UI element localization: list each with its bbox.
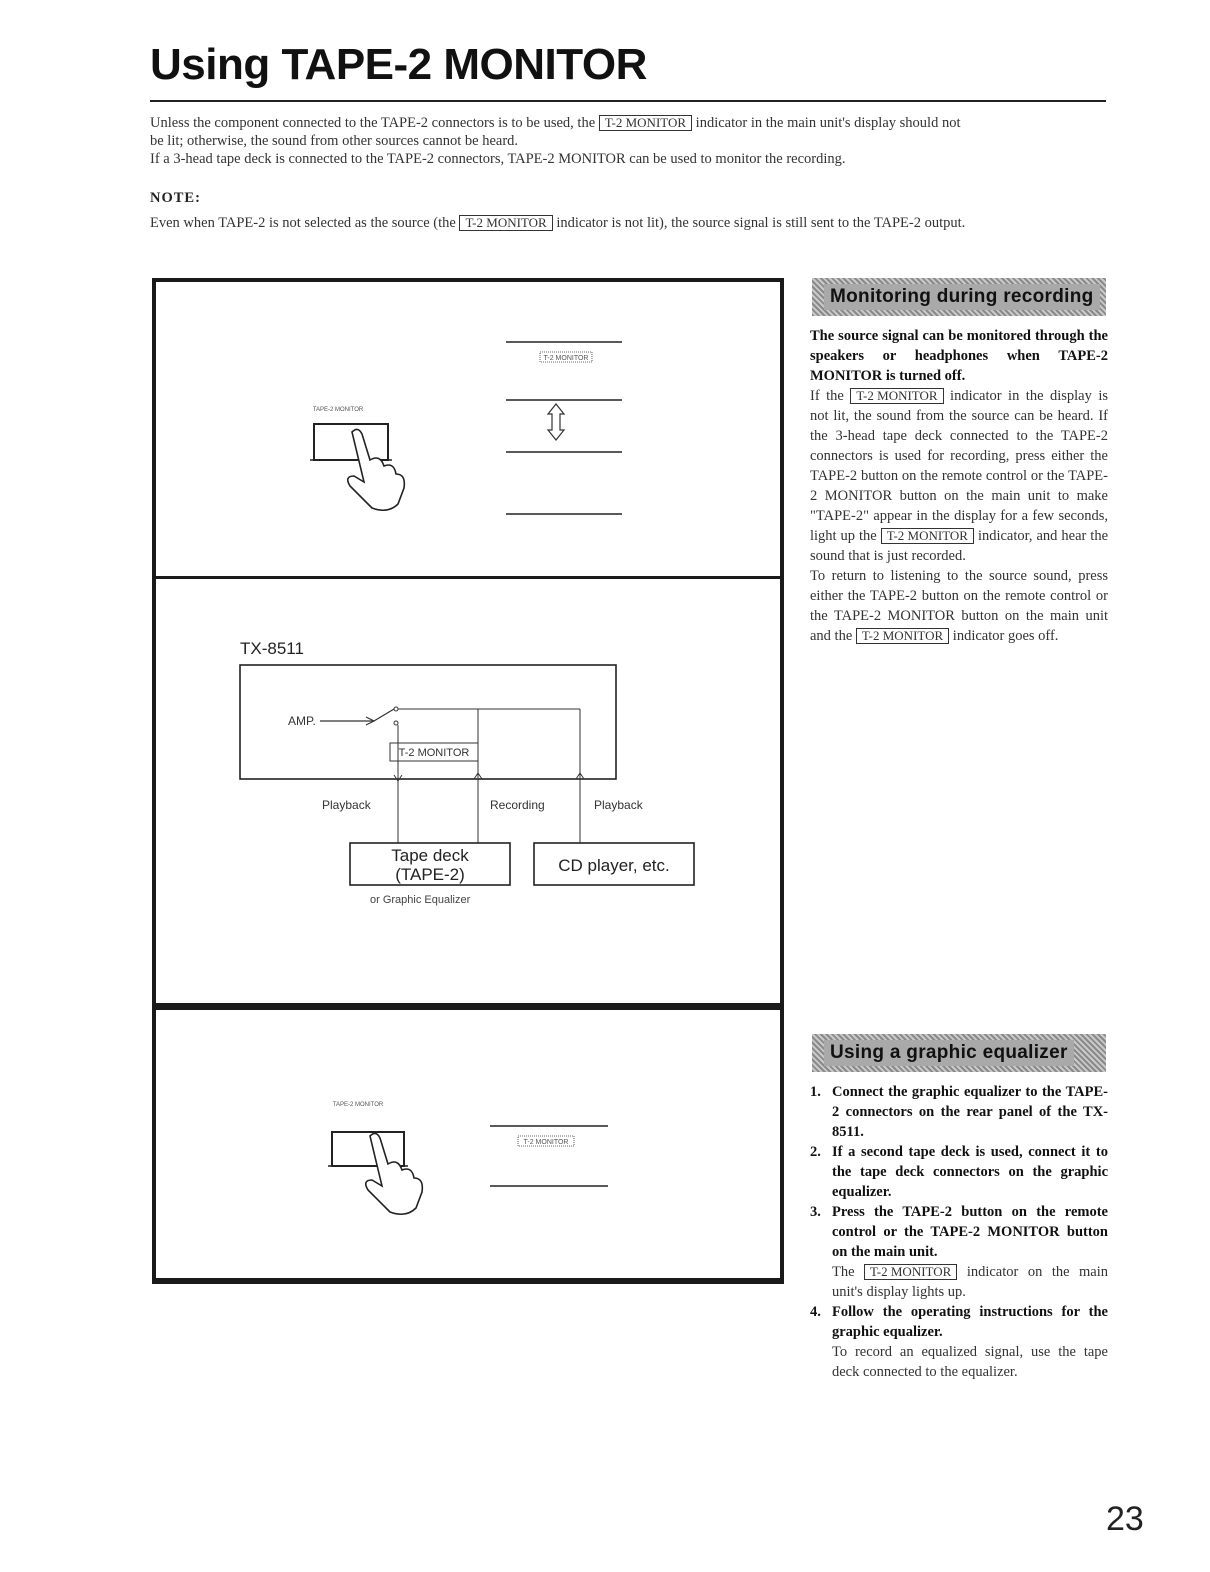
monitoring-heading-bar xyxy=(812,278,1106,316)
tape2-label: (TAPE-2) xyxy=(395,865,465,884)
t2-monitor-switch-label: T-2 MONITOR xyxy=(398,747,470,759)
equalizer-steps xyxy=(810,1082,1108,1382)
connection-diagram xyxy=(152,576,784,1008)
t2-monitor-indicator: T-2 MONITOR xyxy=(881,528,974,544)
display-t2-monitor-indicator: T-2 MONITOR xyxy=(543,355,589,362)
list-item: 1. Connect the graphic equalizer to the TAPE-2 connectors on the rear panel of the TX-8511. xyxy=(810,1084,1108,1140)
monitoring-text: The source signal can be monitored through the speakers or headphones when TAPE-2 MONITOR is turned off. If the T-2 MONITOR indicator in the display is not lit, the sound from the source can be heard. If the 3-head tape deck connected to the TAPE-2 connectors is used for recording, press either the TAPE-2 button on the remote control or the TAPE-2 MONITOR button on the main unit to make "TAPE-2" appear in the display for a few seconds, light up the T-2 MONITOR indicator, and hear the sound that is just recorded. To return to listening to the source sound, press either the TAPE-2 button on the remote control or the TAPE-2 MONITOR button on the main unit and the T-2 MONITOR indicator goes off. xyxy=(810,328,1109,644)
step3-detail: The T-2 MONITOR indicator on the main unit's display lights up. xyxy=(832,1264,1109,1300)
tape2-monitor-button[interactable] xyxy=(314,424,388,460)
note-heading: NOTE: xyxy=(150,190,201,206)
playback-left-label: Playback xyxy=(322,798,371,812)
t2-monitor-indicator: T-2 MONITOR xyxy=(599,115,692,131)
t2-monitor-indicator: T-2 MONITOR xyxy=(459,215,552,231)
t2-monitor-indicator: T-2 MONITOR xyxy=(856,628,949,644)
front-panel-illustration-2 xyxy=(152,1006,784,1284)
list-item: 4. Follow the operating instructions for the graphic equalizer. xyxy=(810,1304,1108,1340)
toggle-arrow-icon xyxy=(548,404,564,440)
t2-monitor-indicator: T-2 MONITOR xyxy=(850,388,943,404)
list-item: 3. Press the TAPE-2 button on the remote control or the TAPE-2 MONITOR button on the main unit. xyxy=(810,1204,1108,1260)
amp-label: AMP. xyxy=(288,714,316,728)
tape-deck-label: Tape deck xyxy=(391,846,469,865)
playback-right-label: Playback xyxy=(594,798,643,812)
equalizer-heading-bar xyxy=(812,1034,1106,1072)
t2-monitor-indicator: T-2 MONITOR xyxy=(864,1264,957,1280)
step4-detail: To record an equalized signal, use the tape deck connected to the equalizer. xyxy=(832,1344,1108,1380)
recording-label: Recording xyxy=(490,798,545,812)
display-t2-monitor-indicator: T-2 MONITOR xyxy=(523,1139,569,1146)
page-title: Using TAPE-2 MONITOR xyxy=(150,40,647,89)
title-rule xyxy=(150,100,1106,102)
front-panel-illustration xyxy=(152,278,784,581)
list-item: 2. If a second tape deck is used, connect it to the tape deck connectors on the graphic equalizer. xyxy=(810,1144,1108,1200)
tape2-monitor-button[interactable] xyxy=(332,1132,404,1166)
equalizer-heading: Using a graphic equalizer xyxy=(824,1040,1074,1066)
monitoring-heading: Monitoring during recording xyxy=(824,284,1100,310)
page-number: 23 xyxy=(1106,1500,1144,1538)
tape2-monitor-button-label: TAPE-2 MONITOR xyxy=(312,407,364,413)
cd-player-label: CD player, etc. xyxy=(558,856,670,875)
tape2-monitor-button-label: TAPE-2 MONITOR xyxy=(332,1102,384,1108)
unit-label: TX-8511 xyxy=(240,639,304,658)
or-equalizer-label: or Graphic Equalizer xyxy=(370,894,471,906)
intro-text: Unless the component connected to the TAPE-2 connectors is to be used, the T-2 MONITOR indicator in the main unit's display should not be lit; otherwise, the sound from other sources cannot be heard. If a 3-head tape deck is connected to the TAPE-2 connectors, TAPE-2 MONITOR can be used to monitor the recording. xyxy=(150,115,961,167)
note-text: Even when TAPE-2 is not selected as the source (the T-2 MONITOR indicator is not lit), the source signal is still sent to the TAPE-2 output. xyxy=(150,215,966,231)
